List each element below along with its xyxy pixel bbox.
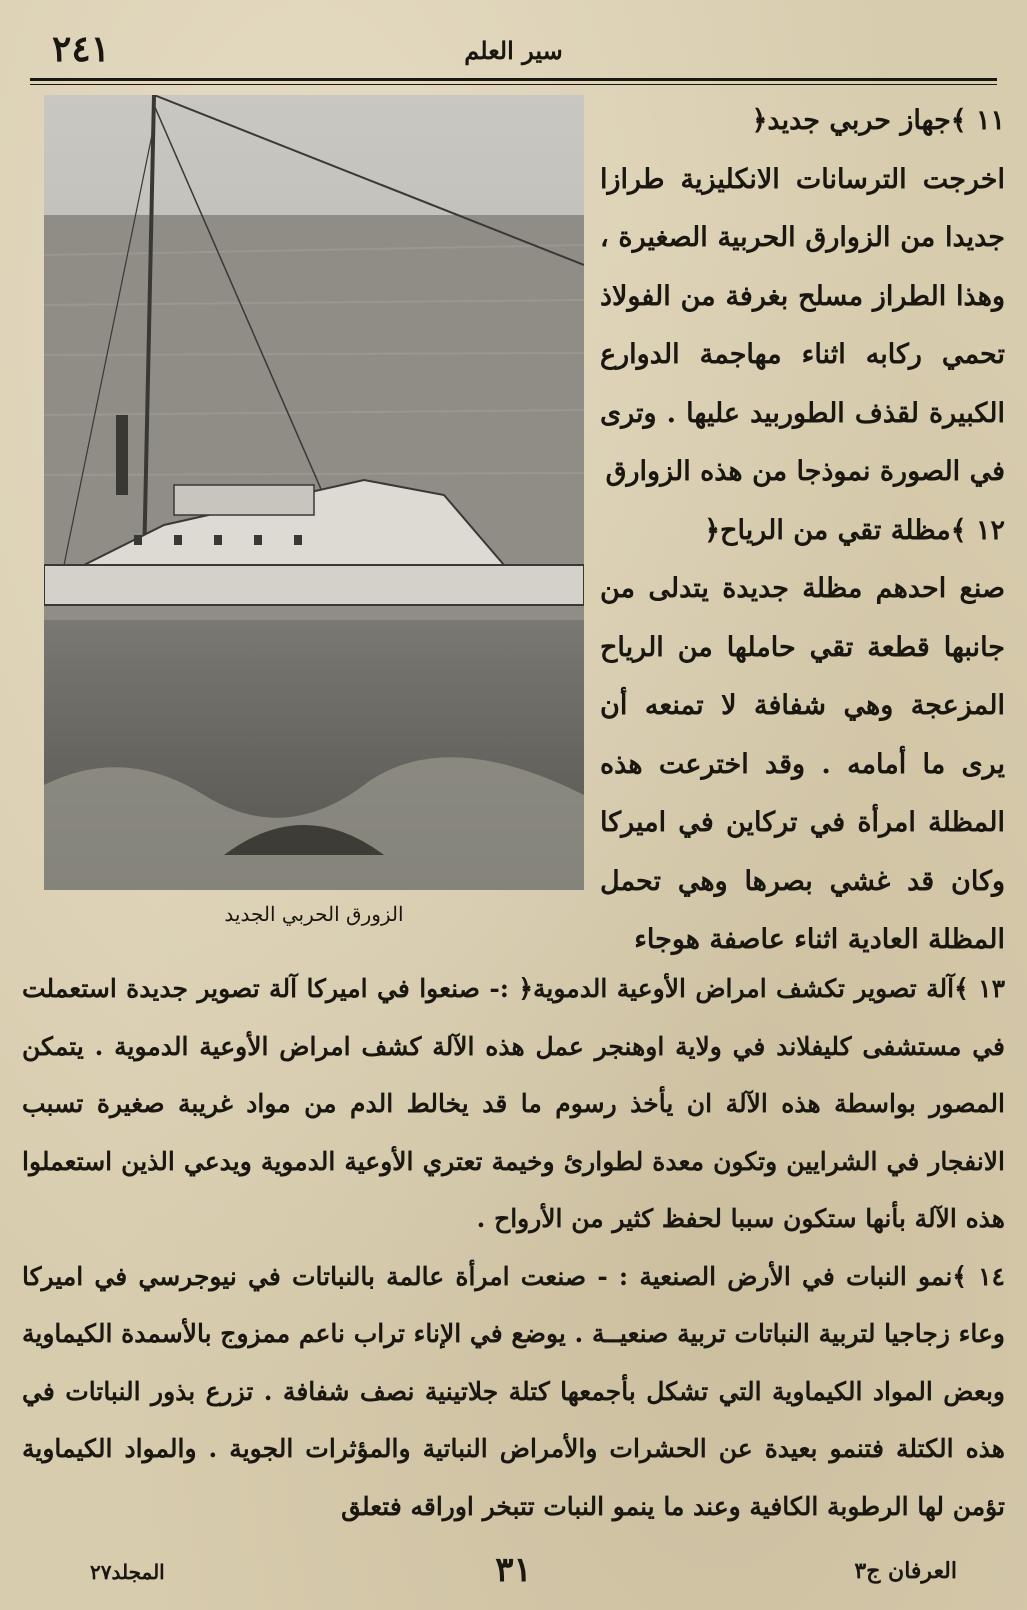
item-11-body: اخرجت الترسانات الانكليزية طرازا جديدا من الزوارق الحربية الصغيرة ، وهذا الطراز مسلح بغرفة من الفولاذ تحمي ركابه اثناء مهاجمة الدوارع الكبيرة لقذف الطوربيد عليها . وترى في الصورة نموذجا من هذه الزوارق (600, 163, 1005, 487)
header-rule (30, 78, 997, 81)
page-footer (30, 1550, 997, 1600)
item-13 (22, 960, 1005, 1248)
header-rule-thin (30, 84, 997, 85)
item-11-heading: ١١ ﴾جهاز حربي جديد﴿ (751, 105, 1005, 136)
page-number-top: ٢٤١ (52, 28, 111, 70)
item-14-body: صنعت امرأة عالمة بالنباتات في نيوجرسي في اميركا وعاء زجاجيا لتربية النباتات تربية صنعيــة . يوضع في الإناء تراب ناعم ممزوج بالأسمدة الكيماوية وبعض المواد الكيماوية التي تشكل بأجمعها كتلة جلاتينية نصف شفافة . تزرع بذور النباتات في هذه الكتلة فتنمو بعيدة عن الحشرات والأمراض النباتية والمؤثرات الجوية . والمواد الكيماوية تؤمن لها الرطوبة الكافية وعند ما ينمو النبات تتبخر اوراقه فتعلق (22, 1261, 1005, 1521)
photo-caption: الزورق الحربي الجديد (224, 902, 404, 926)
page-header (30, 18, 997, 78)
item-11 (600, 92, 1005, 502)
boat-photo (44, 95, 584, 890)
footer-journal: العرفان ج٣ (854, 1558, 957, 1584)
item-13-body: صنعوا في اميركا آلة تصوير جديدة استعملت في مستشفى كليفلاند في ولاية اوهنجر عمل هذه الآلة كشف امراض الأوعية الدموية . يتمكن المصور بواسطة هذه الآلة ان يأخذ رسوم ما قد يخالط الدم من مواد غريبة صغيرة تسبب الانفجار في الشرايين وتكون معدة لطوارئ وخيمة تعتري الأوعية الدموية ويدعي الذين استعملوا هذه الآلة بأنها ستكون سببا لحفظ كثير من الأرواح . (22, 974, 1005, 1233)
item-13-heading: ١٣ ﴾آلة تصوير تكشف امراض الأوعية الدموية﴿ :- (489, 974, 1005, 1003)
right-column (600, 92, 1005, 970)
footer-page-number: ٣١ (495, 1550, 532, 1590)
item-12-body: صنع احدهم مظلة جديدة يتدلى من جانبها قطعة تقي حاملها من الرياح المزعجة وهي شفافة لا تمنعه أن يرى ما أمامه . وقد اخترعت هذه المظلة امرأة في تركاين في اميركا وكان قد غشي بصرها وهي تحمل المظلة العادية اثناء عاصفة هوجاء (600, 573, 1005, 955)
item-12-heading: ١٢ ﴾مظلة تقي من الرياح﴿ (704, 514, 1005, 546)
running-head: سير العلم (464, 36, 563, 65)
boat-photo-illustration (44, 95, 584, 890)
item-14 (22, 1248, 1005, 1536)
footer-volume: المجلد٢٧ (90, 1560, 165, 1584)
full-width-text (22, 960, 1005, 1535)
item-12 (600, 502, 1005, 970)
item-14-heading: ١٤ ﴾نمو النبات في الأرض الصنعية : - (597, 1261, 1005, 1291)
